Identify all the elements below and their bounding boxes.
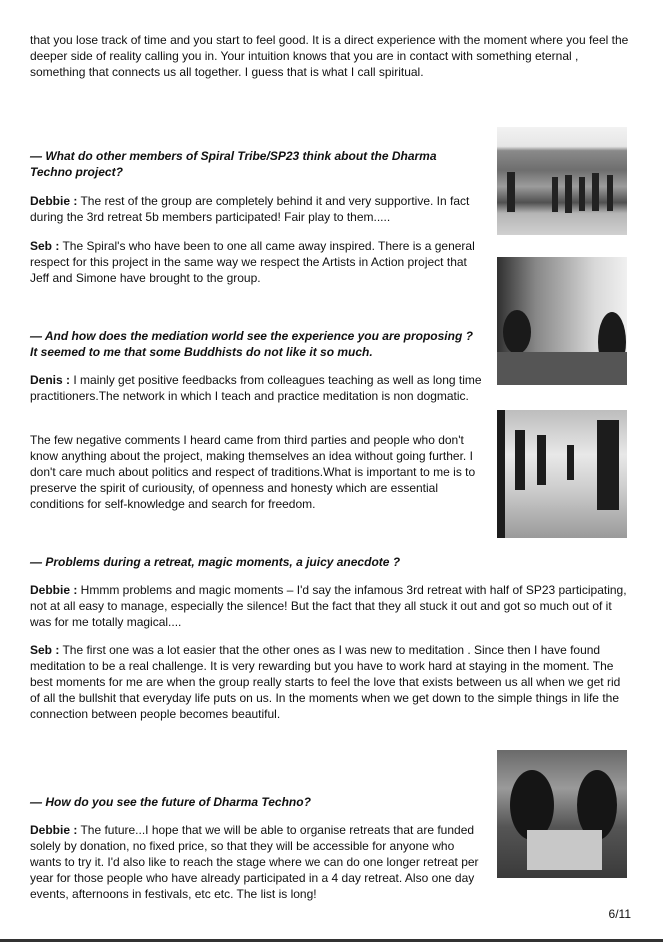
question-2: — And how does the mediation world see the experience you are proposing ? It seemed to me that some Buddhists do not like it so much. [30,329,473,359]
photo-figures [497,257,627,385]
answer-debbie-1 [30,193,482,225]
group-photo-outdoors [497,127,627,235]
speaker: Debbie : [30,194,78,208]
answer-text: I mainly get positive feedbacks from colleagues teaching as well as long time practitioners.The network in which I teach and practice meditation is non dogmatic. [30,373,482,403]
photo-people-silhouettes [497,127,627,235]
question-4: — How do you see the future of Dharma Techno? [30,795,311,809]
photo-cooks [497,750,627,878]
photo-dancers [497,410,627,538]
answer-denis [30,372,482,404]
answer-text: The rest of the group are completely behind it and very supportive. In fact during the 3rd retreat 5b members participated! Fair play to them..... [30,194,470,224]
meditation-workshop-photo [497,257,627,385]
answer-denis-continued: The few negative comments I heard came from third parties and people who don't know anything about the project, making themselves an idea without going further. I don't care much about politics and respect of traditions.What is important to me is to preserve the spirit of curiousity, of openness and honesty which are essential conditions for self-knowledge and search for freedom. [30,433,476,511]
cooking-photo [497,750,627,878]
speaker: Debbie : [30,583,78,597]
answer-text: The future...I hope that we will be able to organise retreats that are funded solely by donation, no fixed price, so that they will be accessible for anyone who wants to try it. I'd also like to reach the stage where we can do one longer retreat per year for those people who have already participated in a 4 day retreat. Also one day events, afternoons in festivals, etc etc. The list is long! [30,823,479,901]
answer-text: The first one was a lot easier that the other ones as I was new to meditation . Since then I have found meditation to be a real challenge. It is very rewarding but you have to work hard at staying in the moment. The best moments for me are when the group really starts to feel the love that exists between us all when we get rid of all the bullshit that everyday life puts on us. In the moments when we get down to the simple things in life the connection between people becomes beautiful. [30,643,621,721]
speaker: Debbie : [30,823,78,837]
intro-paragraph: that you lose track of time and you start to feel good. It is a direct experience with the moment where you feel the deeper side of reality calling you in. Your intuition knows that you are in contact with something eternal , something that connects us all together. I guess that is what I call spiritual. [30,33,629,79]
dancing-group-photo [497,410,627,538]
answer-seb-1 [30,238,482,286]
speaker: Seb : [30,239,60,253]
answer-text: The Spiral's who have been to one all came away inspired. There is a general respect for this project in the same way we respect the Artists in Action project that Jeff and Simone have brought to the group. [30,239,475,285]
page-number: 6/11 [608,907,631,921]
answer-debbie-3 [30,582,632,630]
question-3: — Problems during a retreat, magic moments, a juicy anecdote ? [30,555,401,569]
answer-seb-3 [30,642,632,722]
answer-debbie-4 [30,822,482,902]
answer-text: Hmmm problems and magic moments – I'd say the infamous 3rd retreat with half of SP23 participating, not at all easy to manage, especially the silence! But the fact that they all stuck it out and got so much out of it was for me totally magical.... [30,583,627,629]
speaker: Seb : [30,643,60,657]
question-1: — What do other members of Spiral Tribe/SP23 think about the Dharma Techno project? [30,149,437,179]
speaker: Denis : [30,373,71,387]
